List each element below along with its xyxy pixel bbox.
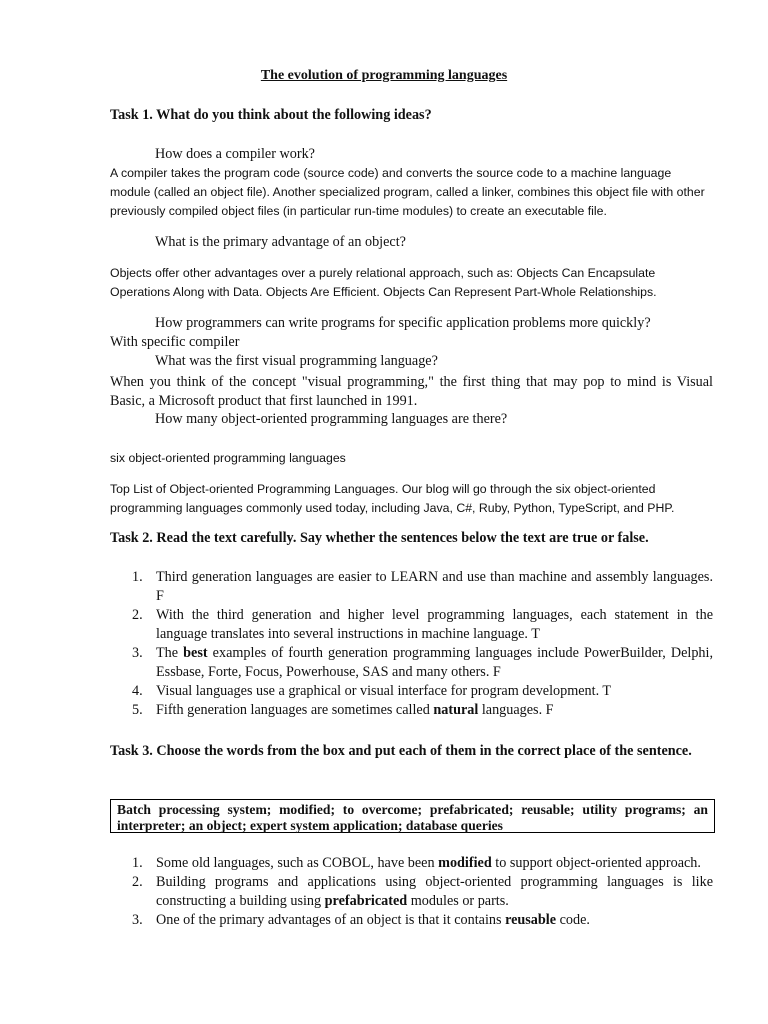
list-item: 2. Building programs and applications using object-oriented programming languages is like constructing a building using prefabricated modules or parts.: [132, 874, 713, 909]
answer-visual-language: When you think of the concept "visual programming," the first thing that may pop to mind is Visual Basic, a Microsoft product that first launched in 1991.: [110, 374, 713, 409]
question-visual-language: What was the first visual programming language?: [155, 353, 438, 369]
answer-object-advantage: Objects offer other advantages over a purely relational approach, such as: Objects Can Encapsulate Operations Along with Data. Objects Are Efficient. Objects Can Represent Part-Whole Relationships.: [110, 266, 657, 299]
question-object-advantage: What is the primary advantage of an object?: [155, 234, 406, 250]
question-programs-quickly: How programmers can write programs for specific application problems more quickly?: [155, 315, 651, 331]
list-item: 1. Some old languages, such as COBOL, have been modified to support object-oriented approach.: [132, 855, 701, 871]
list-item: 4. Visual languages use a graphical or visual interface for program development. T: [132, 683, 612, 699]
task3-heading: Task 3. Choose the words from the box and put each of them in the correct place of the sentence.: [110, 743, 692, 759]
task2-list: [110, 568, 713, 720]
answer-oop-list: Top List of Object-oriented Programming Languages. Our blog will go through the six object-oriented programming languages commonly used today, including Java, C#, Ruby, Python, TypeScript, and PHP.: [110, 482, 675, 515]
list-item: 2. With the third generation and higher level programming languages, each statement in the language translates into several instructions in machine language. T: [132, 607, 713, 642]
word-box: Batch processing system; modified; to overcome; prefabricated; reusable; utility programs; an interpreter; an object; expert system application; database queries: [110, 799, 715, 833]
page-title: The evolution of programming languages: [260, 68, 508, 83]
answer-compiler: A compiler takes the program code (source code) and converts the source code to a machine language module (called an object file). Another specialized program, called a linker, combines this object file with other previously compiled object files (in particular run-time modules) to create an executable file.: [110, 166, 705, 218]
task3-list: [110, 854, 713, 930]
task2-heading: Task 2. Read the text carefully. Say whether the sentences below the text are true or false.: [110, 530, 649, 546]
list-item: 5. Fifth generation languages are sometimes called natural languages. F: [132, 702, 554, 718]
answer-oop-count: six object-oriented programming languages: [110, 451, 346, 465]
question-oop-count: How many object-oriented programming languages are there?: [155, 411, 508, 427]
list-item: 1. Third generation languages are easier to LEARN and use than machine and assembly languages. F: [132, 569, 713, 604]
question-compiler: How does a compiler work?: [155, 146, 315, 162]
list-item: 3. The best examples of fourth generation programming languages include PowerBuilder, Delphi, Essbase, Forte, Focus, Powerhouse, SAS and many others. F: [132, 645, 713, 680]
task1-heading: Task 1. What do you think about the following ideas?: [110, 107, 432, 123]
answer-programs-quickly: With specific compiler: [110, 334, 240, 350]
list-item: 3. One of the primary advantages of an object is that it contains reusable code.: [132, 912, 590, 928]
